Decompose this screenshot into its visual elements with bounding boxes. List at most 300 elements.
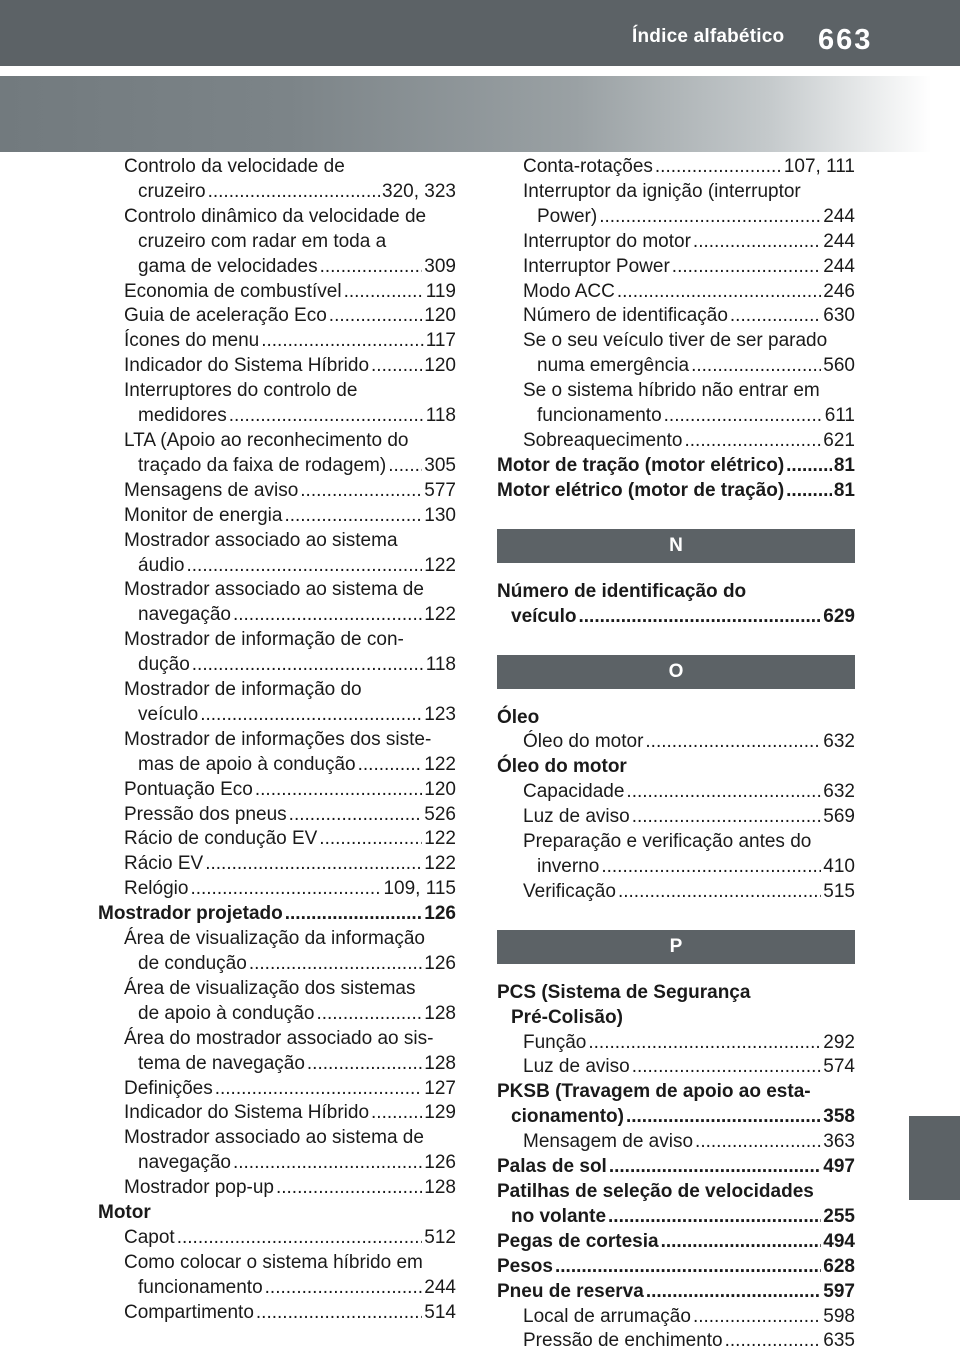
page-ref: 122 xyxy=(424,554,456,576)
entry-text: Power) xyxy=(537,205,598,227)
entry-text: Número de identificação xyxy=(523,305,728,327)
index-entry xyxy=(98,155,456,205)
entry-line xyxy=(497,1006,855,1031)
dot-leader xyxy=(256,1301,422,1326)
entry-line xyxy=(124,877,456,902)
entry-line xyxy=(497,1255,855,1280)
entry-text: navegação xyxy=(138,1152,231,1174)
dot-leader xyxy=(177,1226,423,1251)
page-ref: 120 xyxy=(424,305,456,327)
entry-text: tema de navegação xyxy=(138,1052,305,1074)
dot-leader xyxy=(691,354,821,379)
entry-line xyxy=(523,280,855,305)
page-ref: 320, 323 xyxy=(382,180,456,202)
dot-leader xyxy=(685,429,822,454)
dot-leader xyxy=(693,1305,821,1330)
entry-line xyxy=(523,1055,855,1080)
index-entry xyxy=(497,1305,855,1330)
entry-text-line: cruzeiro com radar em toda a xyxy=(138,230,387,252)
entry-text-line: LTA (Apoio ao reconhecimento do xyxy=(124,429,409,451)
index-entry xyxy=(98,877,456,902)
entry-text-line: Patilhas de seleção de velocidades xyxy=(497,1181,814,1202)
page-ref: 635 xyxy=(823,1330,855,1352)
index-entry xyxy=(98,529,456,579)
index-entry xyxy=(497,1329,855,1354)
page-ref: 611 xyxy=(824,405,855,427)
entry-text: Luz de aviso xyxy=(523,1056,630,1078)
dot-leader xyxy=(319,827,422,852)
index-entry xyxy=(497,830,855,880)
page-ref: 512 xyxy=(424,1226,456,1248)
entry-line xyxy=(124,329,456,354)
dot-leader xyxy=(655,155,782,180)
page-ref: 244 xyxy=(823,205,855,227)
dot-leader xyxy=(307,1052,422,1077)
page-ref: 129 xyxy=(424,1102,456,1124)
index-entry xyxy=(497,1230,855,1255)
index-entry xyxy=(497,479,855,504)
dot-leader xyxy=(555,1255,821,1280)
entry-text: Guia de aceleração Eco xyxy=(124,305,327,327)
entry-text-line: Área do mostrador associado ao sis- xyxy=(124,1027,434,1049)
page-ref: 292 xyxy=(823,1031,855,1053)
entry-text: Pressão dos pneus xyxy=(124,803,287,825)
dot-leader xyxy=(632,805,822,830)
page-ref: 118 xyxy=(425,405,456,427)
index-entry xyxy=(98,1077,456,1102)
entry-text: traçado da faixa de rodagem) xyxy=(138,454,387,476)
entry-line xyxy=(124,603,456,628)
entry-line xyxy=(497,479,855,504)
entry-line xyxy=(124,180,456,205)
entry-line xyxy=(497,706,855,731)
entry-text: Local de arrumação xyxy=(523,1305,691,1327)
entry-line xyxy=(497,755,855,780)
page-ref: 118 xyxy=(425,654,456,676)
page-ref: 120 xyxy=(424,778,456,800)
dot-leader xyxy=(618,880,821,905)
entry-line xyxy=(523,1329,855,1354)
page-ref: 244 xyxy=(823,230,855,252)
page-ref: 560 xyxy=(823,355,855,377)
page-ref: 410 xyxy=(823,855,855,877)
page-ref: 119 xyxy=(425,280,456,302)
page-ref: 126 xyxy=(424,903,456,925)
dot-leader xyxy=(645,730,821,755)
entry-text-line: Preparação e verificação antes do xyxy=(523,831,812,853)
entry-line xyxy=(124,778,456,803)
entry-text-line: PCS (Sistema de Segurança xyxy=(497,981,751,1003)
entry-text-line: Número de identificação do xyxy=(497,580,747,602)
index-entry xyxy=(98,1126,456,1176)
index-entry xyxy=(98,628,456,678)
entry-text-line: Interruptores do controlo de xyxy=(124,380,358,402)
dot-leader xyxy=(664,404,823,429)
index-entry xyxy=(98,678,456,728)
dot-leader xyxy=(285,902,423,927)
entry-text: Pegas de cortesia xyxy=(497,1230,659,1252)
index-entry xyxy=(98,205,456,280)
dot-leader xyxy=(617,280,821,305)
page-ref: 598 xyxy=(823,1305,855,1327)
index-entry xyxy=(497,155,855,180)
entry-text: Função xyxy=(523,1031,587,1053)
entry-text: Monitor de energia xyxy=(124,504,283,526)
index-entry xyxy=(497,1080,855,1130)
page-ref: 514 xyxy=(424,1301,456,1323)
entry-line xyxy=(523,429,855,454)
index-entry xyxy=(98,1201,456,1226)
page-ref: 577 xyxy=(424,479,456,501)
entry-line xyxy=(124,803,456,828)
index-entry xyxy=(497,780,855,805)
entry-line xyxy=(124,404,456,429)
dot-leader xyxy=(646,1280,821,1305)
dot-leader xyxy=(284,504,422,529)
entry-text: veículo xyxy=(138,703,199,725)
index-entry xyxy=(497,1130,855,1155)
entry-text-line: Mostrador de informação do xyxy=(124,679,362,701)
page-ref: 597 xyxy=(823,1280,855,1302)
index-entry xyxy=(497,255,855,280)
entry-text: Compartimento xyxy=(124,1301,254,1323)
dot-leader xyxy=(695,1130,821,1155)
entry-text: Pneu de reserva xyxy=(497,1280,644,1302)
dot-leader xyxy=(371,354,422,379)
dot-leader xyxy=(588,1031,821,1056)
entry-line xyxy=(124,255,456,280)
index-entry xyxy=(497,880,855,905)
entry-text: Pesos xyxy=(497,1255,553,1277)
index-entry xyxy=(497,230,855,255)
index-entry xyxy=(497,1031,855,1056)
entry-line xyxy=(523,304,855,329)
index-entry xyxy=(98,1101,456,1126)
entry-line xyxy=(124,454,456,479)
page-ref: 128 xyxy=(424,1002,456,1024)
entry-line xyxy=(124,1226,456,1251)
page-ref: 632 xyxy=(823,731,855,753)
entry-text: funcionamento xyxy=(138,1276,263,1298)
entry-line xyxy=(124,304,456,329)
page-ref: 120 xyxy=(424,355,456,377)
entry-line xyxy=(523,880,855,905)
dot-leader xyxy=(320,255,423,280)
index-entry xyxy=(497,1055,855,1080)
dot-leader xyxy=(730,304,821,329)
index-entry xyxy=(497,329,855,379)
dot-leader xyxy=(229,404,424,429)
page-ref: 255 xyxy=(823,1205,855,1227)
index-column-left xyxy=(98,155,456,1326)
index-entry xyxy=(98,902,456,927)
entry-text: Modo ACC xyxy=(523,280,615,302)
entry-line xyxy=(124,1176,456,1201)
page-ref: 122 xyxy=(424,828,456,850)
dot-leader xyxy=(329,304,423,329)
entry-text: dução xyxy=(138,654,190,676)
entry-line xyxy=(523,230,855,255)
index-entry xyxy=(497,580,855,630)
page-ref: 621 xyxy=(823,429,855,451)
entry-text: gama de velocidades xyxy=(138,255,318,277)
entry-line xyxy=(497,1280,855,1305)
entry-text: Indicador do Sistema Híbrido xyxy=(124,1102,370,1124)
dot-leader xyxy=(255,778,422,803)
entry-text: Interruptor do motor xyxy=(523,230,691,252)
entry-text-line: PKSB (Travagem de apoio ao esta- xyxy=(497,1081,811,1103)
entry-line xyxy=(523,1031,855,1056)
entry-line xyxy=(497,605,855,630)
entry-text: de condução xyxy=(138,953,247,974)
dot-leader xyxy=(661,1230,822,1255)
entry-text: Motor xyxy=(98,1202,151,1224)
entry-text-line: Controlo dinâmico da velocidade de xyxy=(124,205,427,227)
entry-text-line: Se o seu veículo tiver de ser parado xyxy=(523,330,828,352)
entry-text-line: Interruptor da ignição (interruptor xyxy=(523,180,801,202)
dot-leader xyxy=(187,554,423,579)
entry-text-line: Como colocar o sistema híbrido em xyxy=(124,1251,423,1273)
dot-leader xyxy=(276,1176,422,1201)
index-entry xyxy=(98,280,456,305)
entry-text: Óleo do motor xyxy=(523,731,644,753)
page-ref: 630 xyxy=(823,305,855,327)
entry-line xyxy=(124,1276,456,1301)
index-entry xyxy=(98,927,456,977)
index-entry xyxy=(98,1027,456,1077)
entry-line xyxy=(497,1205,855,1230)
index-entry xyxy=(98,1251,456,1301)
entry-text: Mensagem de aviso xyxy=(523,1131,694,1153)
index-entry xyxy=(98,379,456,429)
dot-leader xyxy=(192,653,424,678)
dot-leader xyxy=(233,603,422,628)
index-column-right xyxy=(497,155,855,1354)
page-ref: 128 xyxy=(424,1177,456,1199)
entry-text: Relógio xyxy=(124,878,189,900)
page-ref: 494 xyxy=(823,1230,855,1252)
entry-text: Verificação xyxy=(523,880,616,902)
entry-text: inverno xyxy=(537,855,600,877)
entry-line xyxy=(124,703,456,728)
dot-leader xyxy=(205,852,422,877)
entry-text: Interruptor Power xyxy=(523,255,670,277)
index-entry xyxy=(497,180,855,230)
dot-leader xyxy=(626,1105,821,1130)
index-entry xyxy=(98,578,456,628)
dot-leader xyxy=(786,479,832,504)
entry-text: Ícones do menu xyxy=(124,330,260,352)
entry-line xyxy=(124,1301,456,1326)
entry-line xyxy=(124,1077,456,1102)
page-ref: 515 xyxy=(823,880,855,902)
entry-text: Definições xyxy=(124,1077,213,1099)
dot-leader xyxy=(725,1329,822,1354)
page-ref: 126 xyxy=(424,953,456,974)
entry-line xyxy=(523,255,855,280)
page-ref: 122 xyxy=(424,853,456,875)
entry-text: Indicador do Sistema Híbrido xyxy=(124,355,370,377)
index-entry xyxy=(497,730,855,755)
index-entry xyxy=(98,1226,456,1251)
dot-leader xyxy=(388,454,422,479)
dot-leader xyxy=(208,180,380,205)
index-entry xyxy=(98,304,456,329)
index-entry xyxy=(98,479,456,504)
entry-text-line: Mostrador associado ao sistema de xyxy=(124,1127,424,1149)
entry-text: Mostrador pop-up xyxy=(124,1177,274,1199)
entry-line xyxy=(124,852,456,877)
entry-text: cruzeiro xyxy=(138,180,206,202)
entry-text-line: Mostrador de informações dos siste- xyxy=(124,728,432,750)
entry-text: Pressão de enchimento xyxy=(523,1330,723,1352)
dot-leader xyxy=(233,1151,422,1176)
page-ref: 123 xyxy=(424,703,456,725)
entry-text: Capot xyxy=(124,1226,175,1248)
entry-text: Sobreaquecimento xyxy=(523,429,683,451)
page-ref: 81 xyxy=(833,479,855,501)
page-ref: 107, 111 xyxy=(783,156,855,177)
index-entry xyxy=(98,728,456,778)
entry-text-line: Mostrador de informação de con- xyxy=(124,629,404,651)
index-entry xyxy=(497,1155,855,1180)
entry-line xyxy=(124,554,456,579)
entry-text: Palas de sol xyxy=(497,1156,607,1178)
dot-leader xyxy=(190,877,381,902)
page-ref: 574 xyxy=(823,1056,855,1078)
entry-line xyxy=(124,952,456,977)
index-entry xyxy=(497,1280,855,1305)
index-entry xyxy=(98,429,456,479)
page-ref: 628 xyxy=(823,1255,855,1277)
index-entry xyxy=(497,454,855,479)
index-entry xyxy=(497,1180,855,1230)
entry-line xyxy=(124,1101,456,1126)
section-letter-bar: P xyxy=(497,930,855,964)
entry-text: de apoio à condução xyxy=(138,1002,315,1024)
index-entry xyxy=(98,852,456,877)
dot-leader xyxy=(599,205,821,230)
index-entry xyxy=(98,329,456,354)
index-entry xyxy=(98,977,456,1027)
page-number: 663 xyxy=(818,24,873,56)
entry-line xyxy=(124,1002,456,1027)
index-entry xyxy=(497,379,855,429)
page-ref: 244 xyxy=(424,1276,456,1298)
dot-leader xyxy=(316,1002,422,1027)
index-entry xyxy=(497,304,855,329)
entry-text: Motor de tração (motor elétrico) xyxy=(497,454,785,476)
index-entry xyxy=(98,504,456,529)
page-ref: 629 xyxy=(823,605,855,627)
entry-line xyxy=(523,730,855,755)
entry-line xyxy=(523,155,855,180)
entry-line xyxy=(124,504,456,529)
entry-text: navegação xyxy=(138,604,231,626)
entry-line xyxy=(523,1305,855,1330)
entry-line xyxy=(523,404,855,429)
page-ref: 109, 115 xyxy=(383,878,456,900)
dot-leader xyxy=(693,230,821,255)
dot-leader xyxy=(601,855,821,880)
dot-leader xyxy=(626,780,821,805)
entry-line xyxy=(497,1230,855,1255)
entry-line xyxy=(124,827,456,852)
index-entry xyxy=(98,1301,456,1326)
index-entry xyxy=(497,429,855,454)
entry-line xyxy=(124,479,456,504)
dot-leader xyxy=(672,255,822,280)
entry-line xyxy=(523,354,855,379)
page-ref: 305 xyxy=(424,454,456,476)
entry-line xyxy=(523,205,855,230)
entry-text: cionamento) xyxy=(511,1106,624,1128)
entry-line xyxy=(497,454,855,479)
page-ref: 363 xyxy=(823,1131,855,1153)
entry-text: medidores xyxy=(138,405,227,427)
entry-text: Luz de aviso xyxy=(523,806,630,828)
entry-text: Óleo do motor xyxy=(497,756,627,778)
entry-text: funcionamento xyxy=(537,405,662,427)
entry-text-line: Se o sistema híbrido não entrar em xyxy=(523,380,820,402)
entry-line xyxy=(98,902,456,927)
dot-leader xyxy=(608,1205,821,1230)
dot-leader xyxy=(371,1101,422,1126)
dot-leader xyxy=(265,1276,423,1301)
header-bar xyxy=(0,0,960,66)
dot-leader xyxy=(200,703,422,728)
dot-leader xyxy=(358,753,423,778)
page-ref: 122 xyxy=(424,753,456,775)
section-letter-bar: O xyxy=(497,655,855,689)
dot-leader xyxy=(344,280,424,305)
section-letter-bar: N xyxy=(497,529,855,563)
entry-text: Pontuação Eco xyxy=(124,778,253,800)
entry-line xyxy=(523,855,855,880)
page-ref: 358 xyxy=(823,1106,855,1128)
dot-leader xyxy=(215,1077,423,1102)
page-ref: 127 xyxy=(424,1077,456,1099)
entry-line xyxy=(124,354,456,379)
entry-text: Mostrador projetado xyxy=(98,903,283,925)
entry-line xyxy=(497,1155,855,1180)
index-entry xyxy=(98,803,456,828)
page-ref: 246 xyxy=(823,280,855,302)
entry-text: Capacidade xyxy=(523,781,625,803)
entry-text-line: Controlo da velocidade de xyxy=(124,156,345,177)
entry-line xyxy=(98,1201,456,1226)
entry-line xyxy=(124,1052,456,1077)
entry-text: numa emergência xyxy=(537,355,690,377)
page-ref: 81 xyxy=(833,454,855,476)
dot-leader xyxy=(609,1155,821,1180)
page-ref: 632 xyxy=(823,781,855,803)
dot-leader xyxy=(632,1055,822,1080)
entry-text-line: Mostrador associado ao sistema xyxy=(124,529,398,551)
dot-leader xyxy=(578,605,821,630)
page-ref: 130 xyxy=(424,504,456,526)
dot-leader xyxy=(786,454,832,479)
entry-line xyxy=(124,653,456,678)
entry-text: mas de apoio à condução xyxy=(138,753,356,775)
entry-text: Conta-rotações xyxy=(523,156,653,177)
entry-text: Pré-Colisão) xyxy=(511,1006,623,1028)
entry-line xyxy=(497,1105,855,1130)
page-ref: 569 xyxy=(823,806,855,828)
entry-line xyxy=(124,753,456,778)
entry-line xyxy=(523,1130,855,1155)
index-entry xyxy=(497,706,855,731)
